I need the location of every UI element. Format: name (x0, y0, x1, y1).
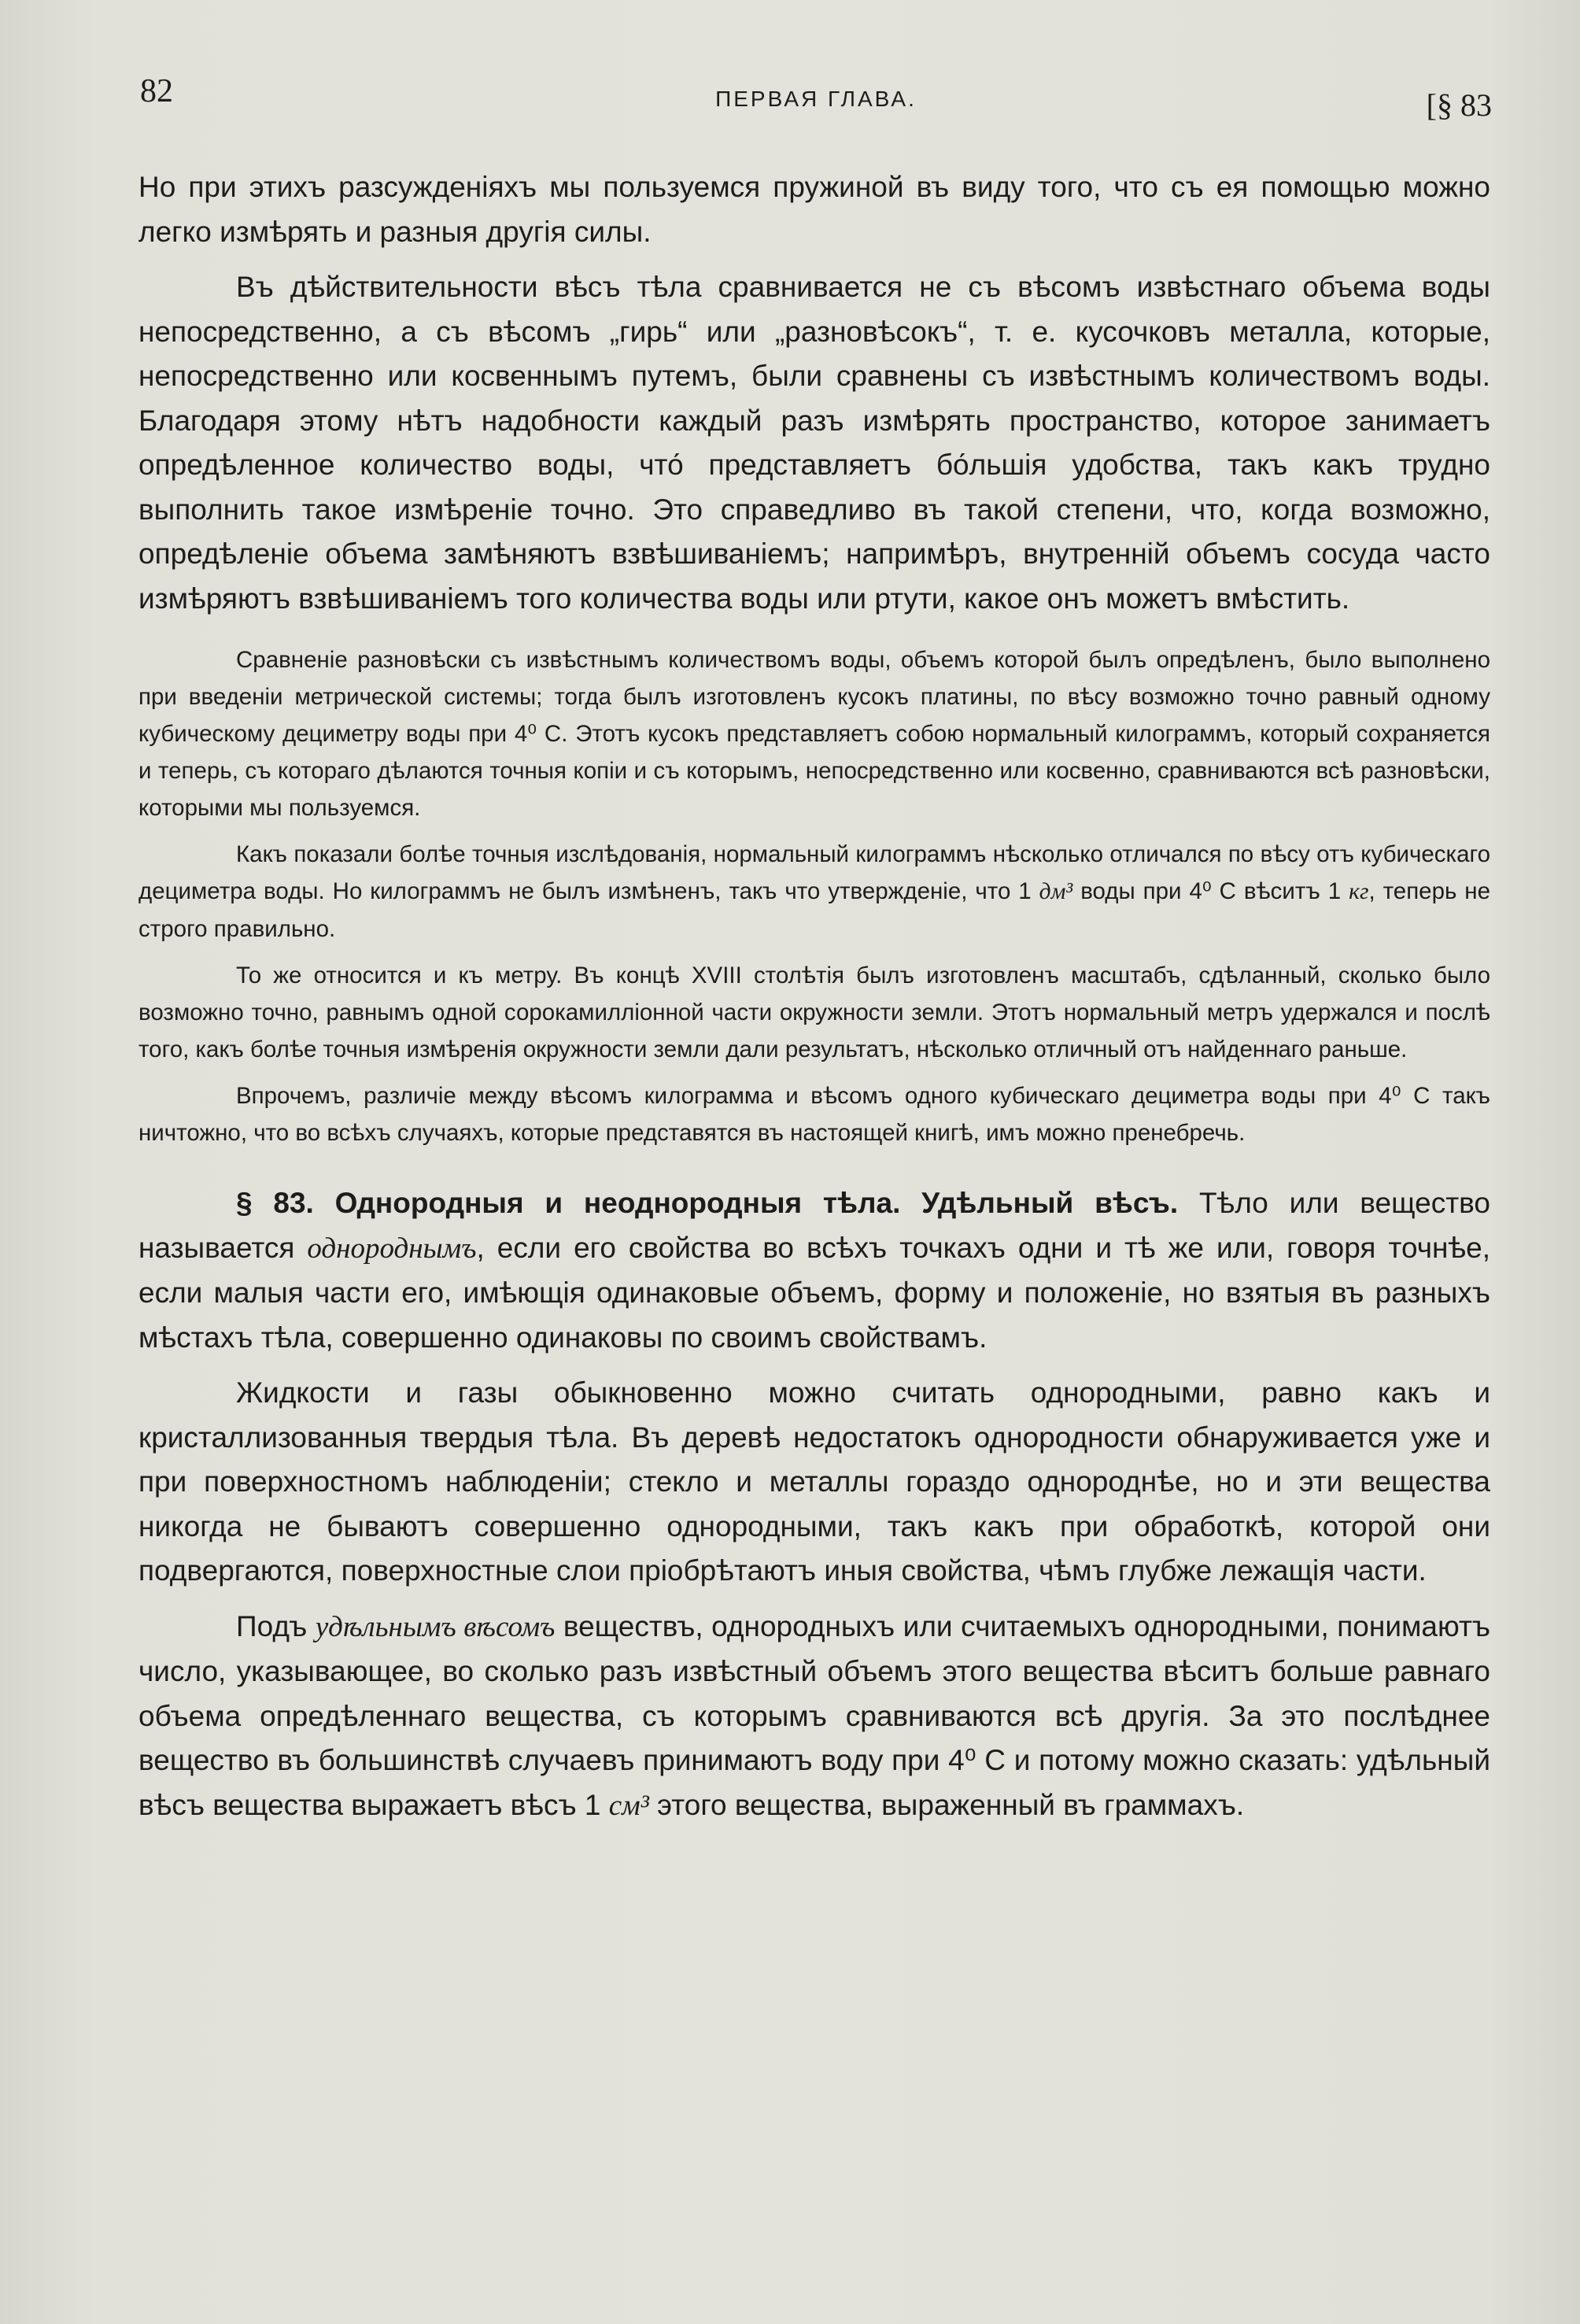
paragraph-liquids-gases: Жидкости и газы обыкновенно можно считать однородными, равно какъ и кристаллизованныя твердыя тѣла. Въ деревѣ недостатокъ однородности обнаруживается уже и при поверхностномъ наблюденіи; стекло и металлы гораздо однороднѣе, но и эти вещества никогда не бываютъ совершенно однородными, такъ какъ при обработкѣ, которой они подвергаются, поверхностные слои пріобрѣтаютъ иныя свойства, чѣмъ глубже лежащія части. (138, 1376, 1490, 1587)
term-homogeneous: однороднымъ (307, 1232, 477, 1265)
page-number: 82 (140, 73, 173, 109)
paragraph-text: Подъ (236, 1609, 316, 1642)
paragraph-spring-forces: Но при этихъ разсужденіяхъ мы пользуемся пружиной въ виду того, что съ ея помощью можно легко измѣрять и разныя другія силы. (138, 171, 1490, 248)
unit-cubic-decimeter: дм³ (1039, 879, 1073, 904)
note-kilogram-standard: Сравненіе разновѣски съ извѣстнымъ количествомъ воды, объемъ которой былъ опредѣленъ, было выполнено при введеніи метрической системы; тогда былъ изготовленъ кусокъ платины, по вѣсу возможно точно равный одному кубическому дециметру воды при 4⁰ С. Этотъ кусокъ представляетъ собою нормальный килограммъ, который сохраняется и теперь, съ котораго дѣлаются точныя копіи и съ которымъ, непосредственно или косвенно, сравниваются всѣ разновѣски, которыми мы пользуемся. (138, 647, 1490, 821)
note-text: , теперь не строго правильно. (138, 878, 1491, 942)
term-specific-gravity: удѣльнымъ вѣсомъ (315, 1610, 556, 1643)
unit-kilogram: кг (1349, 879, 1369, 904)
note-metre: То же относится и къ метру. Въ концѣ XVIII столѣтія былъ изготовленъ масштабъ, сдѣланный, сколько было возможно точно, равнымъ одной сорокамилліонной части окружности земли. Этотъ нормальный метръ удержался и послѣ того, какъ болѣе точныя измѣренія окружности земли дали результатъ, нѣсколько отличный отъ найденнаго раньше. (138, 962, 1490, 1062)
paragraph-text: веществъ, однородныхъ или считаемыхъ однородными, понимаютъ число, указывающее, во сколько разъ извѣстный объемъ этого вещества вѣситъ больше равнаго объема опредѣленнаго вещества, съ которымъ сравниваются всѣ другія. За это послѣднее вещество въ большинствѣ случаевъ принимаютъ воду при 4⁰ С и потому можно сказать: удѣльный вѣсъ вещества выражаетъ вѣсъ 1 (138, 1609, 1491, 1821)
page-header (140, 72, 1492, 123)
section-text: Тѣло или вещество называется (138, 1187, 1490, 1264)
note-text: Какъ показали болѣе точныя изслѣдованія, нормальный килограммъ нѣсколько отличался по вѣсу отъ кубическаго дециметра воды. Но килограммъ не былъ измѣненъ, такъ что утвержденіе, что 1 (138, 841, 1490, 904)
paragraph-text: этого вещества, выраженный въ граммахъ. (648, 1788, 1245, 1821)
running-title: ПЕРВАЯ ГЛАВА. (715, 87, 917, 111)
page-body (138, 165, 1490, 1828)
section-heading: § 83. Однородныя и неоднородныя тѣла. Удѣльный вѣсъ. (236, 1187, 1179, 1219)
note-negligible-difference: Впрочемъ, различіе между вѣсомъ килограмма и вѣсомъ одного кубическаго дециметра воды при 4⁰ С такъ ничтожно, что во всѣхъ случаяхъ, которые представятся въ настоящей книгѣ, имъ можно пренебречь. (138, 1083, 1490, 1146)
paragraph-specific-gravity (138, 1605, 1490, 1829)
paragraph-weights: Въ дѣйствительности вѣсъ тѣла сравнивается не съ вѣсомъ извѣстнаго объема воды непосредственно, а съ вѣсомъ „гирь“ или „разновѣсокъ“, т. е. кусочковъ металла, которые, непосредственно или косвеннымъ путемъ, были сравнены съ извѣстнымъ количествомъ воды. Благодаря этому нѣтъ надобности каждый разъ измѣрять пространство, которое занимаетъ опредѣленное количество воды, что́ представляетъ бо́льшія удобства, такъ какъ трудно выполнить такое измѣреніе точно. Это справедливо въ такой степени, что, когда возможно, опредѣленіе объема замѣняютъ взвѣшиваніемъ; напримѣръ, внутренній объемъ сосуда часто измѣряютъ взвѣшиваніемъ того количества воды или ртути, какое онъ можетъ вмѣстить. (138, 271, 1490, 615)
unit-cubic-centimeter: см³ (608, 1789, 649, 1822)
note-text: воды при 4⁰ С вѣситъ 1 (1072, 878, 1349, 904)
section-reference: [§ 83 (1426, 87, 1492, 123)
note-kilogram-accuracy (138, 836, 1490, 948)
section-83 (138, 1181, 1490, 1360)
section-text: , если его свойства во всѣхъ точкахъ одни и тѣ же или, говоря точнѣе, если малыя части его, имѣющія одинаковые объемъ, форму и положеніе, но взятыя въ разныхъ мѣстахъ тѣла, совершенно одинаковы по своимъ свойствамъ. (138, 1231, 1491, 1354)
